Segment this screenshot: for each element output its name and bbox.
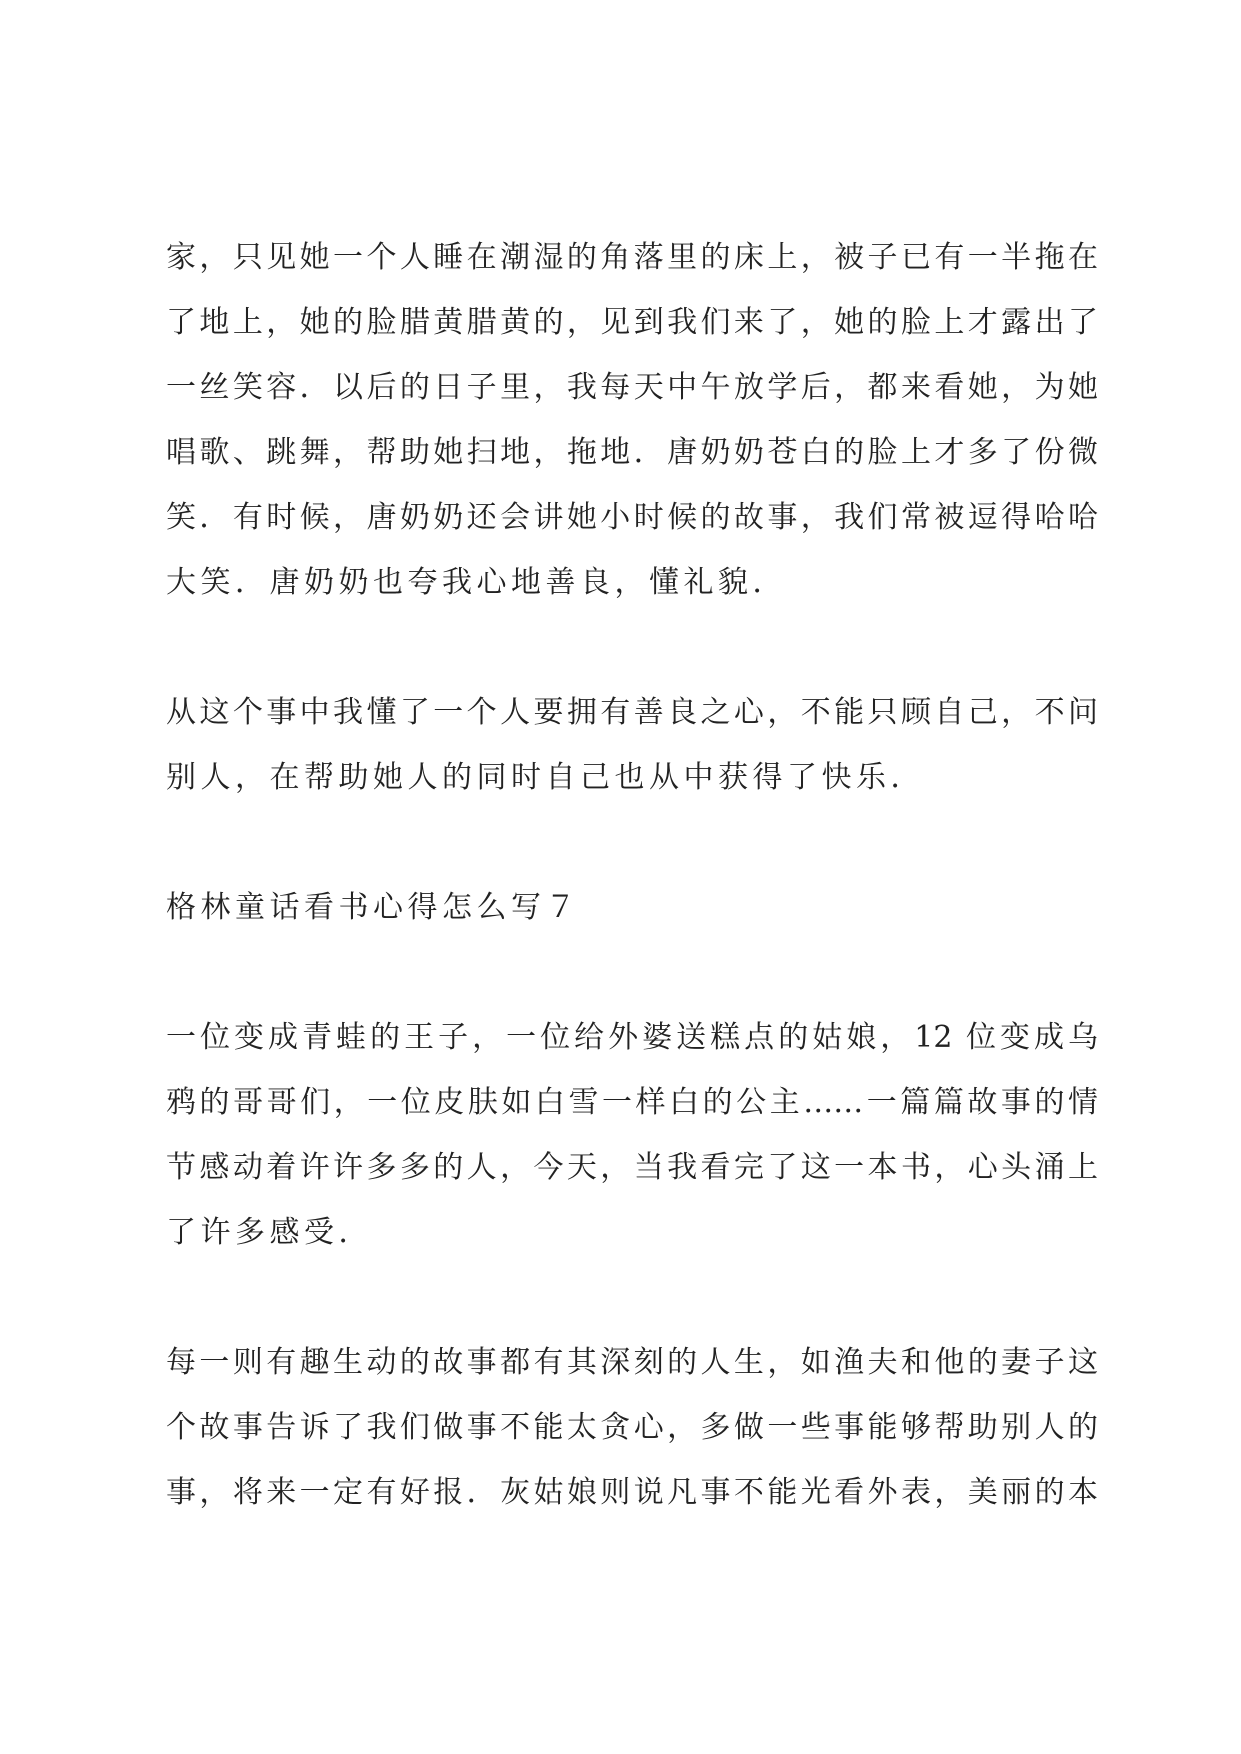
paragraph-spacer [166, 615, 1098, 680]
document-body [166, 225, 1098, 1525]
text-line: 一位变成青蛙的王子，一位给外婆送糕点的姑娘，12 位变成乌 [166, 1020, 1098, 1055]
paragraph-reflection [166, 1330, 1098, 1525]
paragraph-spacer [166, 810, 1098, 875]
text-line: 了地上，她的脸腊黄腊黄的，见到我们来了，她的脸上才露出了 [166, 305, 1098, 340]
paragraph-spacer [166, 940, 1098, 1005]
paragraph-spacer [166, 1265, 1098, 1330]
section-heading: 格林童话看书心得怎么写７ [166, 890, 580, 925]
paragraph-lesson [166, 680, 1098, 810]
text-line: 事，将来一定有好报．灰姑娘则说凡事不能光看外表，美丽的本 [166, 1475, 1098, 1510]
text-line: 家，只见她一个人睡在潮湿的角落里的床上，被子已有一半拖在 [166, 240, 1098, 275]
text-line: 从这个事中我懂了一个人要拥有善良之心，不能只顾自己，不问 [166, 695, 1098, 730]
paragraph-story-ending [166, 225, 1098, 615]
text-line: 每一则有趣生动的故事都有其深刻的人生，如渔夫和他的妻子这 [166, 1345, 1098, 1380]
text-line: 大笑．唐奶奶也夸我心地善良，懂礼貌． [166, 565, 787, 600]
paragraph-intro [166, 1005, 1098, 1265]
text-line: 笑．有时候，唐奶奶还会讲她小时候的故事，我们常被逗得哈哈 [166, 500, 1098, 535]
text-line: 节感动着许许多多的人，今天，当我看完了这一本书，心头涌上 [166, 1150, 1098, 1185]
text-line: 一丝笑容．以后的日子里，我每天中午放学后，都来看她，为她 [166, 370, 1098, 405]
text-line: 个故事告诉了我们做事不能太贪心，多做一些事能够帮助别人的 [166, 1410, 1098, 1445]
text-line: 别人，在帮助她人的同时自己也从中获得了快乐． [166, 760, 925, 795]
text-line: 唱歌、跳舞，帮助她扫地，拖地．唐奶奶苍白的脸上才多了份微 [166, 435, 1098, 470]
text-line: 了许多感受． [166, 1215, 373, 1250]
text-line: 鸦的哥哥们，一位皮肤如白雪一样白的公主……一篇篇故事的情 [166, 1085, 1098, 1120]
